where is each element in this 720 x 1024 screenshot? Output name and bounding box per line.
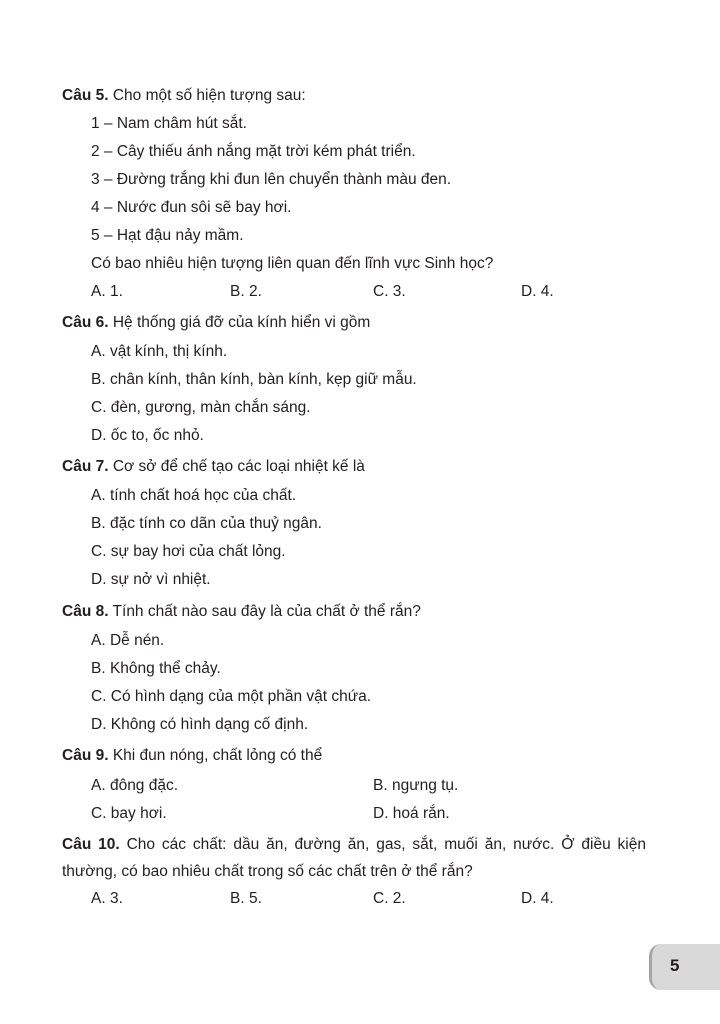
answer-option-b: B. Không thể chảy.	[91, 660, 221, 677]
question-7-stem	[62, 457, 365, 477]
answer-option-c: C. Có hình dạng của một phần vật chứa.	[91, 688, 372, 705]
answer-option-c: C. đèn, gương, màn chắn sáng.	[91, 399, 311, 416]
question-text: Cơ sở để chế tạo các loại nhiệt kế là	[108, 458, 365, 475]
answer-option-c: C. sự bay hơi của chất lỏng.	[91, 543, 286, 560]
answer-option-c: C. 3.	[373, 283, 406, 300]
answer-option-b: B. ngưng tụ.	[373, 777, 459, 794]
question-6-stem	[62, 313, 370, 333]
answer-option-a: A. 3.	[91, 890, 123, 907]
question-8-stem	[62, 602, 421, 622]
answer-option-d: D. Không có hình dạng cố định.	[91, 716, 309, 733]
page-number: 5	[670, 956, 680, 975]
answer-option-a: A. 1.	[91, 283, 123, 300]
question-text: Hệ thống giá đỡ của kính hiển vi gồm	[108, 314, 371, 331]
question-5-stem	[62, 86, 306, 106]
list-item: 4 – Nước đun sôi sẽ bay hơi.	[91, 199, 292, 216]
page-number-tab	[649, 944, 720, 990]
question-text: Cho các chất: dầu ăn, đường ăn, gas, sắt, muối ăn, nước. Ở điều kiện thường, có bao nhiêu chất trong số các chất trên ở thể rắn?	[62, 836, 646, 880]
question-text: Tính chất nào sau đây là của chất ở thể rắn?	[108, 603, 421, 620]
question-label: Câu 8.	[62, 603, 109, 620]
answer-option-b: B. chân kính, thân kính, bàn kính, kẹp giữ mẫu.	[91, 371, 417, 388]
answer-option-d: D. hoá rắn.	[373, 805, 450, 822]
answer-option-d: D. 4.	[521, 283, 554, 300]
answer-option-c: C. bay hơi.	[91, 805, 167, 822]
question-label: Câu 5.	[62, 87, 109, 104]
question-label: Câu 6.	[62, 314, 109, 331]
answer-option-d: D. sự nở vì nhiệt.	[91, 571, 211, 588]
answer-option-a: A. Dễ nén.	[91, 632, 165, 649]
answer-option-d: D. 4.	[521, 890, 554, 907]
question-5-prompt: Có bao nhiêu hiện tượng liên quan đến lĩnh vực Sinh học?	[91, 255, 494, 272]
answer-option-a: A. tính chất hoá học của chất.	[91, 487, 297, 504]
answer-option-d: D. ốc to, ốc nhỏ.	[91, 427, 204, 444]
list-item: 1 – Nam châm hút sắt.	[91, 115, 247, 132]
question-label: Câu 9.	[62, 747, 109, 764]
question-label: Câu 10.	[62, 836, 120, 853]
answer-option-b: B. 2.	[230, 283, 262, 300]
question-text: Khi đun nóng, chất lỏng có thể	[108, 747, 323, 764]
question-label: Câu 7.	[62, 458, 109, 475]
answer-option-b: B. 5.	[230, 890, 262, 907]
list-item: 2 – Cây thiếu ánh nắng mặt trời kém phát triển.	[91, 143, 416, 160]
list-item: 5 – Hạt đậu nảy mầm.	[91, 227, 244, 244]
answer-option-b: B. đặc tính co dãn của thuỷ ngân.	[91, 515, 322, 532]
question-text: Cho một số hiện tượng sau:	[108, 87, 306, 104]
question-9-stem	[62, 746, 322, 766]
list-item: 3 – Đường trắng khi đun lên chuyển thành màu đen.	[91, 171, 452, 188]
answer-option-a: A. vật kính, thị kính.	[91, 343, 228, 360]
answer-option-c: C. 2.	[373, 890, 406, 907]
answer-option-a: A. đông đặc.	[91, 777, 179, 794]
question-10-stem	[62, 831, 646, 885]
